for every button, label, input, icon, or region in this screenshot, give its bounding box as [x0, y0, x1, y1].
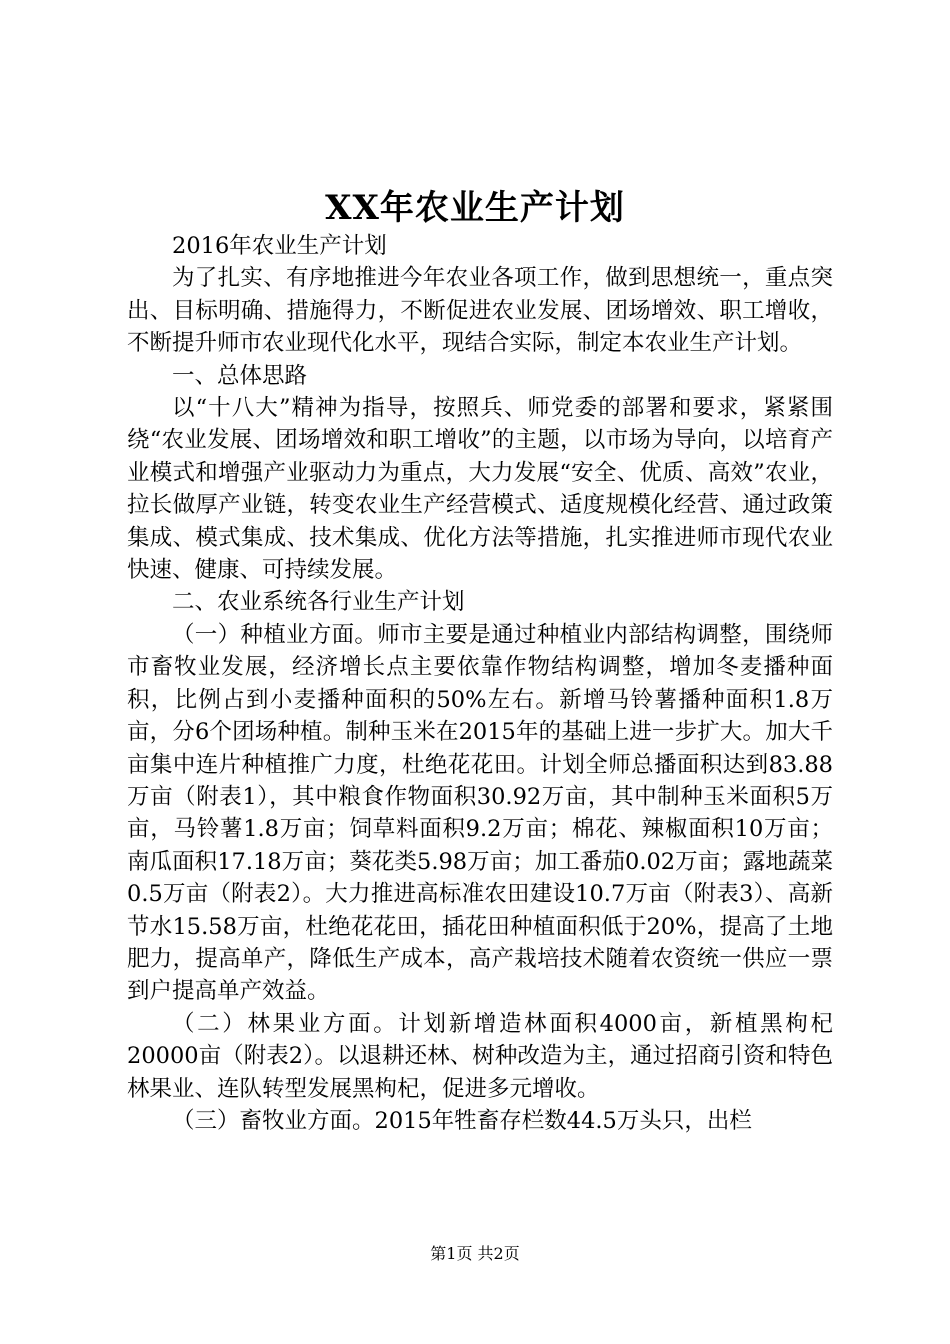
body-paragraph: （一）种植业方面。师市主要是通过种植业内部结构调整，围绕师市畜牧业发展，经济增长点主要依靠作物结构调整，增加冬麦播种面积，比例占到小麦播种面积的50%左右。新增马铃薯播种面积1.8万亩，分6个团场种植。制种玉米在2015年的基础上进一步扩大。加大千亩集中连片种植推广力度，杜绝花花田。计划全师总播面积达到83.88万亩（附表1），其中粮食作物面积30.92万亩，其中制种玉米面积5万亩，马铃薯1.8万亩；饲草料面积9.2万亩；棉花、辣椒面积10万亩；南瓜面积17.18万亩；葵花类5.98万亩；加工番茄0.02万亩；露地蔬菜0.5万亩（附表2）。大力推进高标准农田建设10.7万亩（附表3）、高新节水15.58万亩，杜绝花花田，插花田种植面积低于20%，提高了土地肥力，提高单产，降低生产成本，高产栽培技术随着农资统一供应一票到户提高单产效益。 [127, 621, 833, 1005]
page-footer: 第1页 共2页 [430, 1244, 520, 1263]
document-title: XX年农业生产计划 [325, 188, 625, 228]
intro-paragraph: 为了扎实、有序地推进今年农业各项工作，做到思想统一，重点突出、目标明确、措施得力，不断促进农业发展、团场增效、职工增收，不断提升师市农业现代化水平，现结合实际，制定本农业生产计划。 [127, 265, 833, 357]
body-paragraph: （二）林果业方面。计划新增造林面积4000亩，新植黑枸杞20000亩（附表2）。以退耕还林、树种改造为主，通过招商引资和特色林果业、连队转型发展黑枸杞，促进多元增收。 [127, 1010, 833, 1102]
section-heading-1: 一、总体思路 [172, 362, 308, 389]
document-body [127, 230, 833, 1137]
body-paragraph: （三）畜牧业方面。2015年牲畜存栏数44.5万头只，出栏 [172, 1107, 752, 1134]
subtitle-paragraph: 2016年农业生产计划 [172, 233, 387, 259]
section-heading-2: 二、农业系统各行业生产计划 [172, 589, 465, 616]
body-paragraph: 以“十八大”精神为指导，按照兵、师党委的部署和要求，紧紧围绕“农业发展、团场增效和职工增收”的主题，以市场为导向，以培育产业模式和增强产业驱动力为重点，大力发展“安全、优质、高效”农业，拉长做厚产业链，转变农业生产经营模式、适度规模化经营、通过政策集成、模式集成、技术集成、优化方法等措施，扎实推进师市现代农业快速、健康、可持续发展。 [127, 395, 833, 584]
